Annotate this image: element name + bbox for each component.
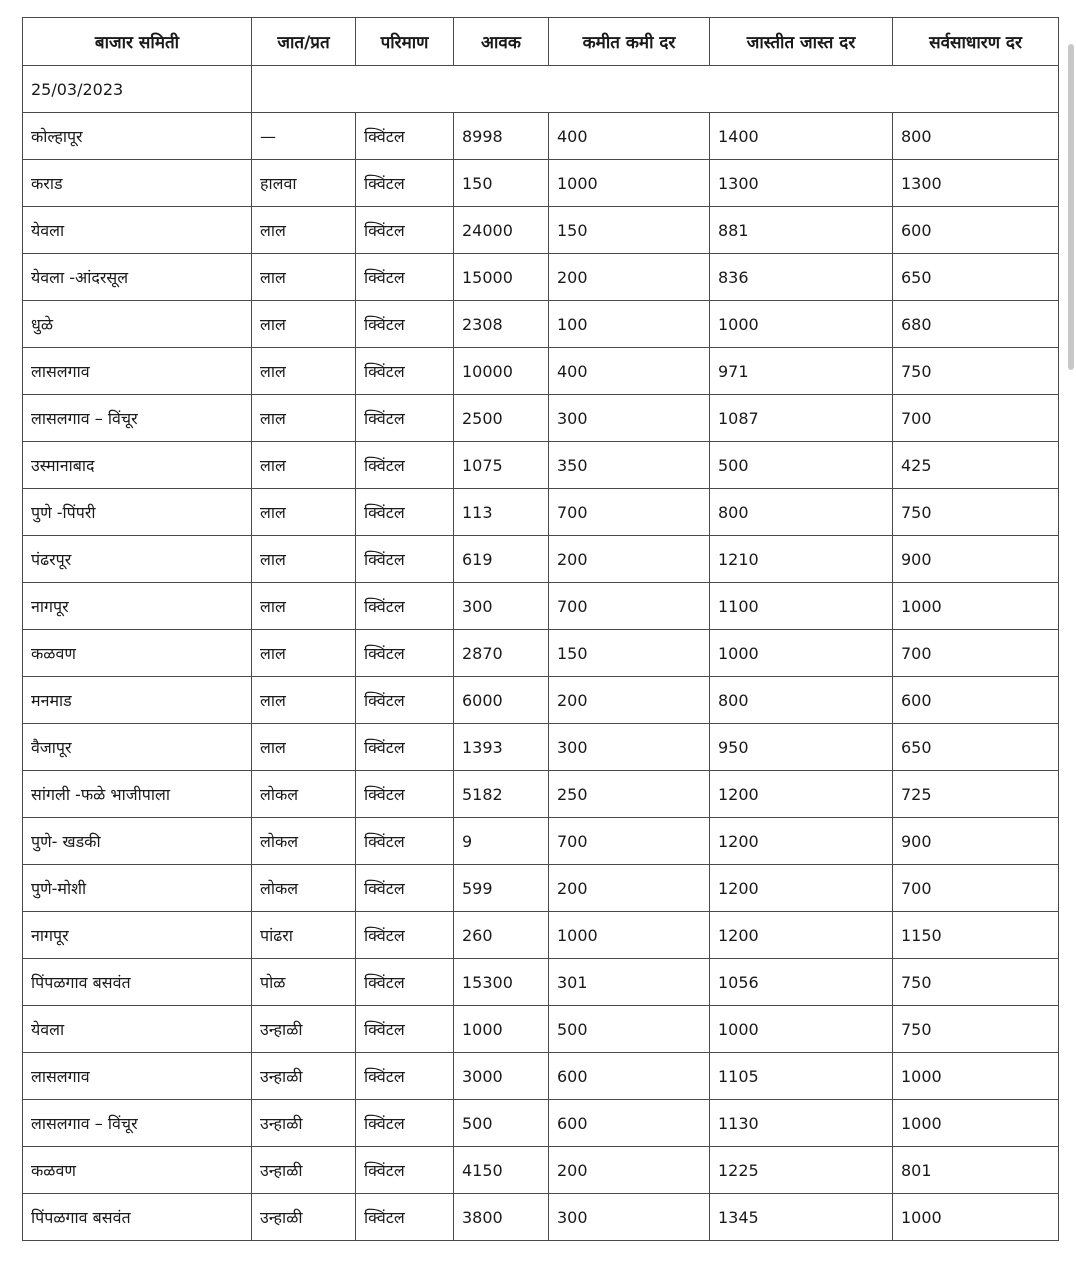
- table-row: [23, 771, 1059, 818]
- modal-rate-cell: 900: [893, 536, 1059, 583]
- market-cell: पुणे -पिंपरी: [23, 489, 252, 536]
- unit-cell: क्विंटल: [356, 442, 454, 489]
- variety-cell: उन्हाळी: [252, 1006, 356, 1053]
- table-row: [23, 160, 1059, 207]
- modal-rate-cell: 750: [893, 1006, 1059, 1053]
- max-rate-cell: 1087: [710, 395, 893, 442]
- max-rate-cell: 800: [710, 489, 893, 536]
- table-row: [23, 724, 1059, 771]
- variety-cell: उन्हाळी: [252, 1194, 356, 1241]
- unit-cell: क्विंटल: [356, 959, 454, 1006]
- market-cell: कळवण: [23, 1147, 252, 1194]
- modal-rate-cell: 1150: [893, 912, 1059, 959]
- modal-rate-cell: 725: [893, 771, 1059, 818]
- max-rate-cell: 1400: [710, 113, 893, 160]
- table-row: [23, 301, 1059, 348]
- table-row: [23, 254, 1059, 301]
- max-rate-cell: 950: [710, 724, 893, 771]
- unit-cell: क्विंटल: [356, 348, 454, 395]
- unit-cell: क्विंटल: [356, 1006, 454, 1053]
- market-cell: येवला: [23, 1006, 252, 1053]
- max-rate-cell: 1200: [710, 818, 893, 865]
- market-cell: मनमाड: [23, 677, 252, 724]
- variety-cell: लाल: [252, 724, 356, 771]
- market-cell: लासलगाव – विंचूर: [23, 1100, 252, 1147]
- market-cell: येवला -आंदरसूल: [23, 254, 252, 301]
- table-row: [23, 677, 1059, 724]
- arrival-cell: 3800: [454, 1194, 549, 1241]
- min-rate-cell: 350: [549, 442, 710, 489]
- min-rate-cell: 600: [549, 1100, 710, 1147]
- header-market-committee: बाजार समिती: [23, 18, 252, 66]
- min-rate-cell: 400: [549, 348, 710, 395]
- market-cell: नागपूर: [23, 912, 252, 959]
- market-cell: सांगली -फळे भाजीपाला: [23, 771, 252, 818]
- unit-cell: क्विंटल: [356, 583, 454, 630]
- modal-rate-cell: 1300: [893, 160, 1059, 207]
- arrival-cell: 1000: [454, 1006, 549, 1053]
- modal-rate-cell: 650: [893, 724, 1059, 771]
- arrival-cell: 5182: [454, 771, 549, 818]
- variety-cell: उन्हाळी: [252, 1147, 356, 1194]
- table-row: [23, 1006, 1059, 1053]
- arrival-cell: 2500: [454, 395, 549, 442]
- max-rate-cell: 1000: [710, 630, 893, 677]
- unit-cell: क्विंटल: [356, 818, 454, 865]
- arrival-cell: 8998: [454, 113, 549, 160]
- table-row: [23, 959, 1059, 1006]
- min-rate-cell: 150: [549, 630, 710, 677]
- arrival-cell: 4150: [454, 1147, 549, 1194]
- modal-rate-cell: 650: [893, 254, 1059, 301]
- table-body: [23, 66, 1059, 1241]
- modal-rate-cell: 1000: [893, 1194, 1059, 1241]
- min-rate-cell: 600: [549, 1053, 710, 1100]
- modal-rate-cell: 1000: [893, 1100, 1059, 1147]
- min-rate-cell: 300: [549, 1194, 710, 1241]
- table-row: [23, 442, 1059, 489]
- variety-cell: हालवा: [252, 160, 356, 207]
- unit-cell: क्विंटल: [356, 912, 454, 959]
- modal-rate-cell: 700: [893, 395, 1059, 442]
- modal-rate-cell: 600: [893, 677, 1059, 724]
- arrival-cell: 3000: [454, 1053, 549, 1100]
- min-rate-cell: 700: [549, 818, 710, 865]
- table-row: [23, 207, 1059, 254]
- min-rate-cell: 400: [549, 113, 710, 160]
- variety-cell: लाल: [252, 442, 356, 489]
- min-rate-cell: 500: [549, 1006, 710, 1053]
- max-rate-cell: 971: [710, 348, 893, 395]
- max-rate-cell: 1200: [710, 865, 893, 912]
- min-rate-cell: 250: [549, 771, 710, 818]
- max-rate-cell: 1056: [710, 959, 893, 1006]
- modal-rate-cell: 425: [893, 442, 1059, 489]
- unit-cell: क्विंटल: [356, 489, 454, 536]
- arrival-cell: 260: [454, 912, 549, 959]
- header-variety: जात/प्रत: [252, 18, 356, 66]
- market-cell: येवला: [23, 207, 252, 254]
- variety-cell: लाल: [252, 677, 356, 724]
- market-cell: पंढरपूर: [23, 536, 252, 583]
- modal-rate-cell: 750: [893, 959, 1059, 1006]
- arrival-cell: 10000: [454, 348, 549, 395]
- table-row: [23, 818, 1059, 865]
- min-rate-cell: 200: [549, 536, 710, 583]
- variety-cell: लोकल: [252, 865, 356, 912]
- min-rate-cell: 1000: [549, 912, 710, 959]
- variety-cell: लाल: [252, 207, 356, 254]
- market-cell: उस्मानाबाद: [23, 442, 252, 489]
- unit-cell: क्विंटल: [356, 301, 454, 348]
- variety-cell: पांढरा: [252, 912, 356, 959]
- arrival-cell: 9: [454, 818, 549, 865]
- unit-cell: क्विंटल: [356, 113, 454, 160]
- market-cell: वैजापूर: [23, 724, 252, 771]
- modal-rate-cell: 750: [893, 348, 1059, 395]
- variety-cell: लाल: [252, 536, 356, 583]
- min-rate-cell: 150: [549, 207, 710, 254]
- min-rate-cell: 700: [549, 583, 710, 630]
- header-max-rate: जास्तीत जास्त दर: [710, 18, 893, 66]
- unit-cell: क्विंटल: [356, 677, 454, 724]
- variety-cell: उन्हाळी: [252, 1100, 356, 1147]
- table-row: [23, 395, 1059, 442]
- min-rate-cell: 1000: [549, 160, 710, 207]
- header-min-rate: कमीत कमी दर: [549, 18, 710, 66]
- unit-cell: क्विंटल: [356, 630, 454, 677]
- arrival-cell: 15300: [454, 959, 549, 1006]
- market-cell: कराड: [23, 160, 252, 207]
- min-rate-cell: 200: [549, 1147, 710, 1194]
- market-cell: धुळे: [23, 301, 252, 348]
- arrival-cell: 300: [454, 583, 549, 630]
- header-modal-rate: सर्वसाधारण दर: [893, 18, 1059, 66]
- modal-rate-cell: 700: [893, 865, 1059, 912]
- market-cell: पिंपळगाव बसवंत: [23, 1194, 252, 1241]
- modal-rate-cell: 801: [893, 1147, 1059, 1194]
- arrival-cell: 15000: [454, 254, 549, 301]
- table-row: [23, 113, 1059, 160]
- table-row: [23, 1147, 1059, 1194]
- modal-rate-cell: 680: [893, 301, 1059, 348]
- max-rate-cell: 1200: [710, 912, 893, 959]
- market-cell: पुणे- खडकी: [23, 818, 252, 865]
- header-unit: परिमाण: [356, 18, 454, 66]
- unit-cell: क्विंटल: [356, 395, 454, 442]
- date-row: [23, 66, 1059, 113]
- market-cell: पिंपळगाव बसवंत: [23, 959, 252, 1006]
- arrival-cell: 1393: [454, 724, 549, 771]
- max-rate-cell: 1130: [710, 1100, 893, 1147]
- variety-cell: —: [252, 113, 356, 160]
- modal-rate-cell: 800: [893, 113, 1059, 160]
- header-row: [23, 18, 1059, 66]
- arrival-cell: 113: [454, 489, 549, 536]
- variety-cell: पोळ: [252, 959, 356, 1006]
- min-rate-cell: 200: [549, 677, 710, 724]
- unit-cell: क्विंटल: [356, 724, 454, 771]
- max-rate-cell: 1000: [710, 1006, 893, 1053]
- unit-cell: क्विंटल: [356, 207, 454, 254]
- variety-cell: लाल: [252, 489, 356, 536]
- max-rate-cell: 1000: [710, 301, 893, 348]
- table-row: [23, 1053, 1059, 1100]
- table-row: [23, 865, 1059, 912]
- market-rates-table: [22, 17, 1059, 1241]
- market-cell: लासलगाव: [23, 1053, 252, 1100]
- arrival-cell: 1075: [454, 442, 549, 489]
- arrival-cell: 24000: [454, 207, 549, 254]
- unit-cell: क्विंटल: [356, 1147, 454, 1194]
- table-row: [23, 630, 1059, 677]
- max-rate-cell: 1225: [710, 1147, 893, 1194]
- min-rate-cell: 300: [549, 395, 710, 442]
- variety-cell: लोकल: [252, 818, 356, 865]
- modal-rate-cell: 750: [893, 489, 1059, 536]
- max-rate-cell: 836: [710, 254, 893, 301]
- max-rate-cell: 1210: [710, 536, 893, 583]
- variety-cell: लोकल: [252, 771, 356, 818]
- market-cell: लासलगाव: [23, 348, 252, 395]
- date-row-filler: [252, 66, 1059, 113]
- min-rate-cell: 100: [549, 301, 710, 348]
- variety-cell: लाल: [252, 301, 356, 348]
- market-cell: नागपूर: [23, 583, 252, 630]
- max-rate-cell: 881: [710, 207, 893, 254]
- min-rate-cell: 200: [549, 865, 710, 912]
- max-rate-cell: 1100: [710, 583, 893, 630]
- scrollbar-thumb[interactable]: [1068, 44, 1074, 370]
- max-rate-cell: 1300: [710, 160, 893, 207]
- unit-cell: क्विंटल: [356, 865, 454, 912]
- market-cell: कोल्हापूर: [23, 113, 252, 160]
- arrival-cell: 150: [454, 160, 549, 207]
- variety-cell: लाल: [252, 348, 356, 395]
- unit-cell: क्विंटल: [356, 254, 454, 301]
- unit-cell: क्विंटल: [356, 536, 454, 583]
- min-rate-cell: 200: [549, 254, 710, 301]
- min-rate-cell: 301: [549, 959, 710, 1006]
- modal-rate-cell: 1000: [893, 1053, 1059, 1100]
- arrival-cell: 2870: [454, 630, 549, 677]
- table-row: [23, 489, 1059, 536]
- table-row: [23, 1100, 1059, 1147]
- table-row: [23, 536, 1059, 583]
- unit-cell: क्विंटल: [356, 1194, 454, 1241]
- min-rate-cell: 300: [549, 724, 710, 771]
- variety-cell: उन्हाळी: [252, 1053, 356, 1100]
- min-rate-cell: 700: [549, 489, 710, 536]
- market-cell: पुणे-मोशी: [23, 865, 252, 912]
- unit-cell: क्विंटल: [356, 160, 454, 207]
- unit-cell: क्विंटल: [356, 1100, 454, 1147]
- unit-cell: क्विंटल: [356, 771, 454, 818]
- variety-cell: लाल: [252, 583, 356, 630]
- arrival-cell: 599: [454, 865, 549, 912]
- arrival-cell: 6000: [454, 677, 549, 724]
- modal-rate-cell: 700: [893, 630, 1059, 677]
- table-row: [23, 583, 1059, 630]
- date-cell: 25/03/2023: [23, 66, 252, 113]
- table-row: [23, 912, 1059, 959]
- header-arrival: आवक: [454, 18, 549, 66]
- variety-cell: लाल: [252, 630, 356, 677]
- table-row: [23, 1194, 1059, 1241]
- max-rate-cell: 800: [710, 677, 893, 724]
- variety-cell: लाल: [252, 254, 356, 301]
- max-rate-cell: 1345: [710, 1194, 893, 1241]
- table-row: [23, 348, 1059, 395]
- max-rate-cell: 1105: [710, 1053, 893, 1100]
- modal-rate-cell: 900: [893, 818, 1059, 865]
- market-cell: कळवण: [23, 630, 252, 677]
- modal-rate-cell: 600: [893, 207, 1059, 254]
- arrival-cell: 500: [454, 1100, 549, 1147]
- unit-cell: क्विंटल: [356, 1053, 454, 1100]
- arrival-cell: 619: [454, 536, 549, 583]
- max-rate-cell: 500: [710, 442, 893, 489]
- modal-rate-cell: 1000: [893, 583, 1059, 630]
- variety-cell: लाल: [252, 395, 356, 442]
- arrival-cell: 2308: [454, 301, 549, 348]
- max-rate-cell: 1200: [710, 771, 893, 818]
- market-cell: लासलगाव – विंचूर: [23, 395, 252, 442]
